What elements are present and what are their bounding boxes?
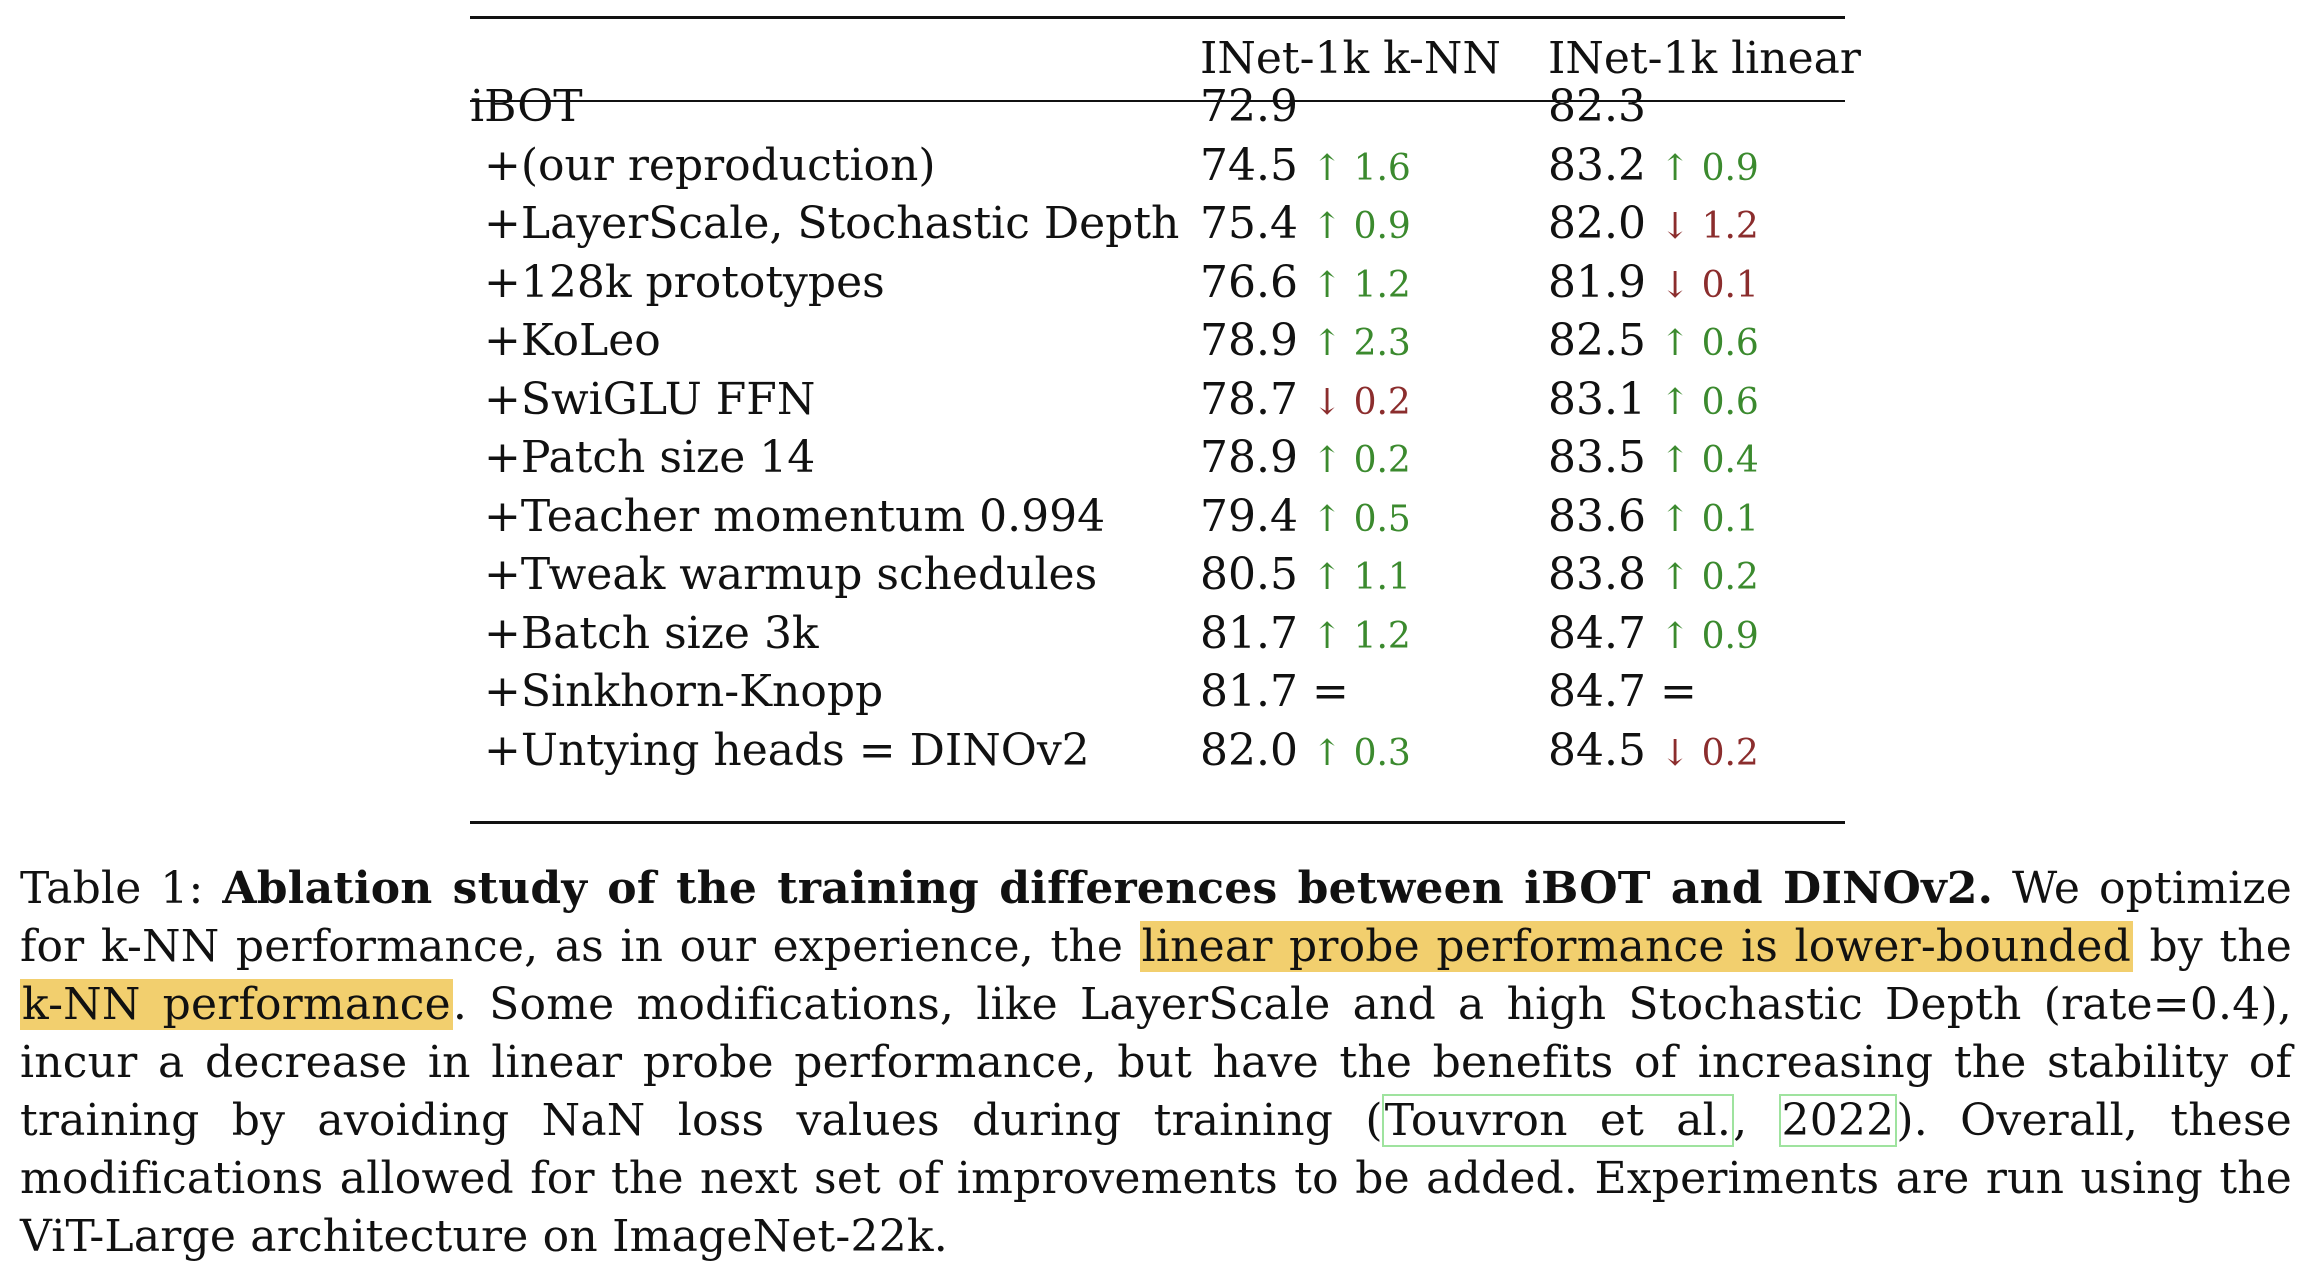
- value: 76.6: [1200, 256, 1298, 308]
- value: 81.7: [1200, 666, 1298, 717]
- value: 83.5: [1548, 432, 1646, 483]
- value: 80.5: [1200, 549, 1298, 600]
- row-method: +128k prototypes: [484, 256, 885, 308]
- value: 82.3: [1548, 81, 1646, 132]
- value: 75.4: [1200, 198, 1298, 249]
- value: 83.1: [1548, 373, 1646, 425]
- delta-down: ↓ 0.2: [1311, 381, 1411, 423]
- value: 84.7: [1548, 666, 1646, 717]
- row-knn-value: [1200, 722, 1411, 783]
- header-linear: INet-1k linear: [1548, 33, 1861, 84]
- delta-equal: =: [1659, 666, 1697, 717]
- delta-up: ↑ 0.1: [1659, 498, 1759, 540]
- row-method: +Tweak warmup schedules: [484, 549, 1098, 600]
- caption-label: Table 1:: [20, 863, 204, 914]
- row-linear-value: [1548, 312, 1759, 373]
- row-linear-value: [1548, 546, 1759, 607]
- table-caption: [20, 860, 2292, 1266]
- row-method: +Teacher momentum 0.994: [484, 490, 1106, 542]
- delta-down: ↓ 0.1: [1659, 264, 1759, 306]
- table-top-rule: [470, 16, 1845, 19]
- table-bottom-rule: [470, 821, 1845, 824]
- row-linear-value: [1548, 429, 1759, 490]
- caption-text-2: by the: [2149, 921, 2292, 972]
- row-method: +Untying heads = DINOv2: [484, 724, 1090, 776]
- delta-up: ↑ 0.6: [1659, 323, 1759, 364]
- delta-up: ↑ 0.6: [1659, 381, 1759, 423]
- caption-highlight-1: linear probe performance is lower-bounded: [1141, 921, 2131, 972]
- row-method: +Batch size 3k: [484, 607, 819, 659]
- delta-up: ↑ 0.9: [1311, 206, 1411, 247]
- row-knn-value: [1200, 663, 1349, 721]
- citation-separator: ,: [1733, 1095, 1780, 1146]
- delta-down: ↓ 0.2: [1659, 732, 1759, 774]
- row-linear-value: [1548, 488, 1759, 549]
- citation-author-link[interactable]: Touvron et al.: [1384, 1095, 1732, 1146]
- value: 82.5: [1548, 315, 1646, 366]
- value: 82.0: [1200, 724, 1298, 776]
- value: 83.8: [1548, 549, 1646, 600]
- value: 72.9: [1200, 81, 1298, 132]
- caption-text-3: . Some modifications, like LayerScale and a high Stochastic Depth (rate=0.4), incur a decrease in linear probe performance, but have the benefits of increasing the stability of training by avoiding NaN loss values during training (: [20, 979, 2292, 1146]
- row-knn-value: [1200, 312, 1411, 373]
- delta-up: ↑ 1.6: [1311, 147, 1411, 189]
- value: 78.9: [1200, 315, 1298, 366]
- row-knn-value: [1200, 254, 1411, 315]
- row-linear-value: [1548, 78, 1646, 136]
- row-method: +Sinkhorn-Knopp: [484, 666, 884, 717]
- row-method: +KoLeo: [484, 315, 661, 366]
- row-method: iBOT: [470, 81, 583, 132]
- value: 82.0: [1548, 198, 1646, 249]
- row-knn-value: [1200, 605, 1411, 666]
- citation-year-link[interactable]: 2022: [1781, 1095, 1895, 1146]
- caption-title: Ablation study of the training differences between iBOT and DINOv2.: [222, 863, 1994, 914]
- caption-text-4: ). Overall, these modifications allowed for the next set of improvements to be added. Experiments are run using the ViT-Large architecture on ImageNet-22k.: [20, 1095, 2292, 1262]
- row-knn-value: [1200, 195, 1411, 256]
- row-linear-value: [1548, 371, 1759, 432]
- delta-up: ↑ 0.9: [1659, 615, 1759, 657]
- caption-highlight-2: k-NN performance: [22, 979, 451, 1030]
- delta-down: ↓ 1.2: [1659, 206, 1759, 247]
- delta-up: ↑ 1.1: [1311, 557, 1411, 598]
- value: 74.5: [1200, 139, 1298, 191]
- delta-up: ↑ 0.2: [1311, 440, 1411, 481]
- row-knn-value: [1200, 137, 1411, 198]
- caption-text-1: We optimize for k-NN performance, as in our experience, the: [20, 863, 2292, 972]
- row-knn-value: [1200, 488, 1411, 549]
- delta-equal: =: [1311, 666, 1349, 717]
- delta-up: ↑ 2.3: [1311, 323, 1411, 364]
- delta-up: ↑ 0.2: [1659, 557, 1759, 598]
- delta-up: ↑ 1.2: [1311, 264, 1411, 306]
- delta-up: ↑ 1.2: [1311, 615, 1411, 657]
- row-linear-value: [1548, 195, 1759, 256]
- row-method: +LayerScale, Stochastic Depth: [484, 198, 1180, 249]
- header-knn: INet-1k k-NN: [1200, 33, 1501, 84]
- value: 78.9: [1200, 432, 1298, 483]
- row-linear-value: [1548, 663, 1697, 721]
- row-knn-value: [1200, 371, 1411, 432]
- value: 81.9: [1548, 256, 1646, 308]
- row-linear-value: [1548, 137, 1759, 198]
- value: 84.7: [1548, 607, 1646, 659]
- row-knn-value: [1200, 78, 1298, 136]
- row-linear-value: [1548, 605, 1759, 666]
- delta-up: ↑ 0.9: [1659, 147, 1759, 189]
- row-linear-value: [1548, 722, 1759, 783]
- value: 83.2: [1548, 139, 1646, 191]
- value: 81.7: [1200, 607, 1298, 659]
- delta-up: ↑ 0.4: [1659, 440, 1759, 481]
- row-knn-value: [1200, 429, 1411, 490]
- delta-up: ↑ 0.3: [1311, 732, 1411, 774]
- value: 78.7: [1200, 373, 1298, 425]
- row-method: +SwiGLU FFN: [484, 373, 816, 425]
- value: 84.5: [1548, 724, 1646, 776]
- delta-up: ↑ 0.5: [1311, 498, 1411, 540]
- row-method: +Patch size 14: [484, 432, 816, 483]
- value: 79.4: [1200, 490, 1298, 542]
- row-method: +(our reproduction): [484, 139, 936, 191]
- row-knn-value: [1200, 546, 1411, 607]
- value: 83.6: [1548, 490, 1646, 542]
- row-linear-value: [1548, 254, 1759, 315]
